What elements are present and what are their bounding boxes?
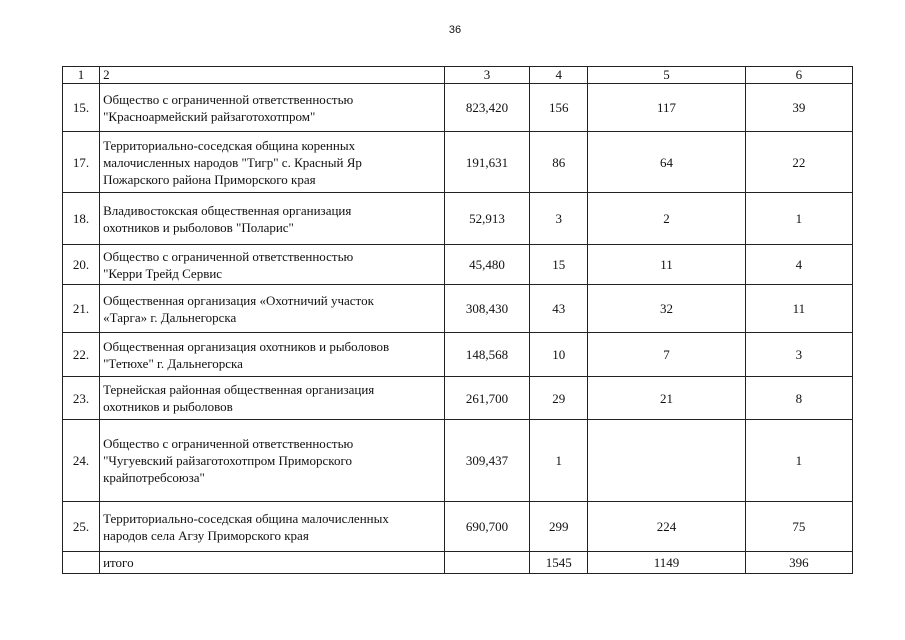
value-col4: 156 — [530, 84, 588, 132]
table-row — [63, 333, 853, 377]
table-row — [63, 502, 853, 552]
total-label: итого — [100, 552, 445, 574]
row-number: 18. — [63, 193, 100, 245]
organization-name-line: Тернейская районная общественная организация — [103, 382, 375, 397]
organization-name-line: Общество с ограниченной ответственностью — [103, 436, 354, 451]
organization-name-line: Пожарского района Приморского края — [103, 171, 316, 187]
total-col4: 1545 — [530, 552, 588, 574]
value-col6: 4 — [745, 245, 852, 285]
value-col3: 309,437 — [444, 420, 529, 502]
organization-name-line: Территориально-соседская община коренных — [103, 137, 356, 153]
value-col4: 43 — [530, 285, 588, 333]
value-col3: 45,480 — [444, 245, 529, 285]
table-row — [63, 132, 853, 193]
organization-name-line: Общество с ограниченной ответственностью — [103, 248, 354, 264]
row-number: 17. — [63, 132, 100, 193]
value-col4: 299 — [530, 502, 588, 552]
value-col6: 39 — [745, 84, 852, 132]
organizations-table — [62, 66, 853, 574]
value-col6: 22 — [745, 132, 852, 193]
organization-name — [100, 502, 445, 552]
value-col5: 11 — [588, 245, 745, 285]
value-col5: 224 — [588, 502, 745, 552]
organization-name-line: охотников и рыболовов "Поларис" — [103, 219, 294, 235]
value-col3: 308,430 — [444, 285, 529, 333]
organization-name — [100, 285, 445, 333]
organization-name-line: Территориально-соседская община малочисленных — [103, 510, 389, 526]
organization-name-line: охотников и рыболовов — [103, 399, 233, 414]
organization-name — [100, 377, 445, 420]
header-cell: 2 — [100, 67, 445, 84]
value-col5: 7 — [588, 333, 745, 377]
value-col4: 1 — [530, 420, 588, 502]
organization-name-line: Общественная организация «Охотничий участок — [103, 292, 374, 308]
row-number: 15. — [63, 84, 100, 132]
value-col6: 75 — [745, 502, 852, 552]
organization-name-line: народов села Агзу Приморского края — [103, 527, 309, 543]
table-row — [63, 245, 853, 285]
header-cell: 5 — [588, 67, 745, 84]
value-col3: 823,420 — [444, 84, 529, 132]
page-number: 36 — [448, 24, 462, 36]
header-cell: 4 — [530, 67, 588, 84]
value-col5 — [588, 420, 745, 502]
organization-name-line: Общественная организация охотников и рыболовов — [103, 338, 390, 354]
header-cell: 6 — [745, 67, 852, 84]
organization-name-line: "Тетюхе" г. Дальнегорска — [103, 355, 243, 371]
table-header-row — [63, 67, 853, 84]
organization-name-line: крайпотребсоюза" — [103, 470, 205, 485]
row-number: 22. — [63, 333, 100, 377]
total-row — [63, 552, 853, 574]
organization-name-line: «Тарга» г. Дальнегорска — [103, 309, 237, 325]
organization-name — [100, 132, 445, 193]
value-col6: 11 — [745, 285, 852, 333]
header-cell: 1 — [63, 67, 100, 84]
organization-name-line: Владивостокская общественная организация — [103, 202, 352, 218]
value-col6: 1 — [745, 193, 852, 245]
organization-name — [100, 84, 445, 132]
value-col5: 32 — [588, 285, 745, 333]
table-row — [63, 420, 853, 502]
total-empty-cell — [63, 552, 100, 574]
organization-name — [100, 245, 445, 285]
value-col5: 117 — [588, 84, 745, 132]
value-col3: 690,700 — [444, 502, 529, 552]
value-col5: 64 — [588, 132, 745, 193]
value-col3: 261,700 — [444, 377, 529, 420]
header-cell: 3 — [444, 67, 529, 84]
organization-name-line: "Красноармейский райзаготохотпром" — [103, 108, 316, 124]
organization-name — [100, 333, 445, 377]
organization-name-line: Общество с ограниченной ответственностью — [103, 91, 354, 107]
total-col6: 396 — [745, 552, 852, 574]
table-row — [63, 84, 853, 132]
value-col4: 29 — [530, 377, 588, 420]
value-col4: 10 — [530, 333, 588, 377]
value-col6: 3 — [745, 333, 852, 377]
value-col6: 8 — [745, 377, 852, 420]
total-col5: 1149 — [588, 552, 745, 574]
row-number: 20. — [63, 245, 100, 285]
value-col5: 21 — [588, 377, 745, 420]
row-number: 21. — [63, 285, 100, 333]
row-number: 23. — [63, 377, 100, 420]
value-col4: 15 — [530, 245, 588, 285]
table-row — [63, 285, 853, 333]
organization-name — [100, 193, 445, 245]
table-row — [63, 193, 853, 245]
value-col3: 191,631 — [444, 132, 529, 193]
value-col3: 148,568 — [444, 333, 529, 377]
value-col3: 52,913 — [444, 193, 529, 245]
value-col4: 86 — [530, 132, 588, 193]
organization-name — [100, 420, 445, 502]
table-row — [63, 377, 853, 420]
value-col6: 1 — [745, 420, 852, 502]
value-col5: 2 — [588, 193, 745, 245]
row-number: 25. — [63, 502, 100, 552]
organization-name-line: "Чугуевский райзаготохотпром Приморского — [103, 453, 352, 468]
total-col3 — [444, 552, 529, 574]
organization-name-line: "Керри Трейд Сервис — [103, 265, 223, 281]
row-number: 24. — [63, 420, 100, 502]
organization-name-line: малочисленных народов "Тигр" с. Красный Яр — [103, 154, 362, 170]
value-col4: 3 — [530, 193, 588, 245]
